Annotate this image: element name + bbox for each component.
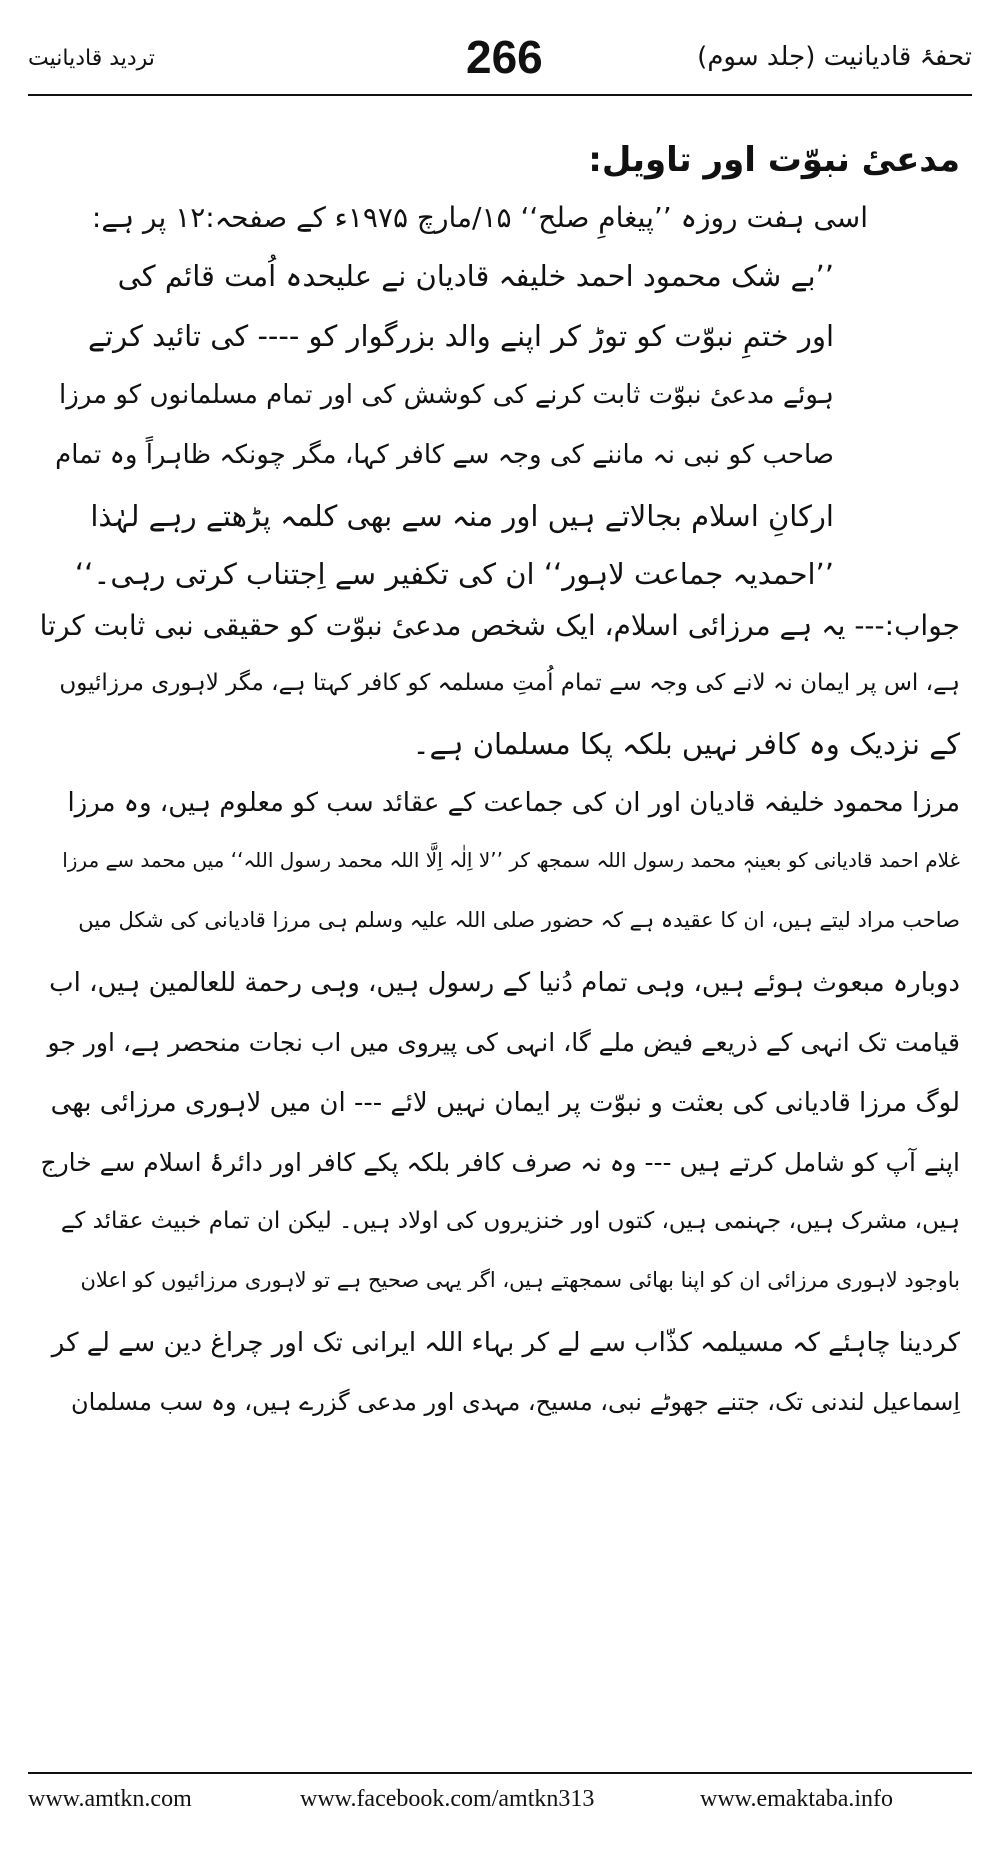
answer-line: ہے، اس پر ایمان نہ لانے کی وجہ سے تمام اُمتِ مسلمہ کو کافر کہتا ہے، مگر لاہوری مرزائیوں	[59, 670, 960, 696]
header-left-title: تردید قادیانیت	[28, 46, 155, 71]
paragraph-line: اپنے آپ کو شامل کرتے ہیں --- وہ نہ صرف کافر بلکہ پکے کافر اور دائرۂ اسلام سے خارج	[40, 1148, 960, 1177]
quote-line: ’’بے شک محمود احمد خلیفہ قادیان نے علیحدہ اُمت قائم کی	[117, 259, 834, 293]
page-header	[28, 28, 972, 88]
paragraph-line: اِسماعیل لندنی تک، جتنے جھوٹے نبی، مسیح، مہدی اور مدعی گزرے ہیں، وہ سب مسلمان	[70, 1388, 960, 1416]
paragraph-line: کردینا چاہئے کہ مسیلمہ کذّاب سے لے کر بہاء اللہ ایرانی تک اور چراغ دین سے لے کر	[51, 1328, 960, 1358]
quote-line: صاحب کو نبی نہ ماننے کی وجہ سے کافر کہا، مگر چونکہ ظاہراً وہ تمام	[55, 440, 834, 470]
header-rule	[28, 94, 972, 96]
footer-rule	[28, 1772, 972, 1774]
quote-line: اور ختمِ نبوّت کو توڑ کر اپنے والد بزرگوار کو ---- کی تائید کرتے	[88, 319, 834, 353]
section-heading: مدعیٔ نبوّت اور تاویل:	[588, 140, 960, 180]
footer-link-facebook[interactable]: www.facebook.com/amtkn313	[300, 1786, 595, 1812]
paragraph-line: صاحب مراد لیتے ہیں، ان کا عقیدہ ہے کہ حضور صلی اللہ علیہ وسلم ہی مرزا قادیانی کی شکل میں	[78, 908, 960, 932]
header-right-title: تحفۂ قادیانیت (جلد سوم)	[697, 42, 972, 72]
paragraph-line: مرزا محمود خلیفہ قادیان اور ان کی جماعت کے عقائد سب کو معلوم ہیں، وہ مرزا	[67, 788, 960, 818]
paragraph-line: لوگ مرزا قادیانی کی بعثت و نبوّت پر ایمان نہیں لائے --- ان میں لاہوری مرزائی بھی	[50, 1088, 960, 1118]
answer-line: کے نزدیک وہ کافر نہیں بلکہ پکا مسلمان ہے۔	[412, 727, 960, 761]
quote-line: ’’احمدیہ جماعت لاہور‘‘ ان کی تکفیر سے اِجتناب کرتی رہی۔‘‘	[74, 557, 834, 591]
intro-line: اسی ہفت روزہ ’’پیغامِ صلح‘‘ ۱۵/مارچ ۱۹۷۵ء کے صفحہ:۱۲ پر ہے:	[91, 201, 868, 234]
answer-line: جواب:--- یہ ہے مرزائی اسلام، ایک شخص مدعیٔ نبوّت کو حقیقی نبی ثابت کرتا	[39, 609, 960, 642]
quote-line: ارکانِ اسلام بجالاتے ہیں اور منہ سے بھی کلمہ پڑھتے رہے لہٰذا	[90, 499, 834, 533]
footer-link-amtkn[interactable]: www.amtkn.com	[28, 1786, 192, 1812]
quote-line: ہوئے مدعیٔ نبوّت ثابت کرنے کی کوشش کی اور تمام مسلمانوں کو مرزا	[59, 380, 834, 410]
paragraph-line: غلام احمد قادیانی کو بعینہٖ محمد رسول اللہ سمجھ کر ’’لا اِلٰہ اِلَّا اللہ محمد رسول اللہ‘‘ میں محمد سے مرزا	[62, 848, 960, 872]
paragraph-line: دوبارہ مبعوث ہوئے ہیں، وہی تمام دُنیا کے رسول ہیں، وہی رحمة للعالمین ہیں، اب	[49, 968, 960, 998]
paragraph-line: قیامت تک انہی کے ذریعے فیض ملے گا، انہی کی پیروی میں اب نجات منحصر ہے، اور جو	[47, 1028, 960, 1057]
paragraph-line: باوجود لاہوری مرزائی ان کو اپنا بھائی سمجھتے ہیں، اگر یہی صحیح ہے تو لاہوری مرزائیوں کو اعلان	[80, 1268, 960, 1292]
paragraph-line: ہیں، مشرک ہیں، جہنمی ہیں، کتوں اور خنزیروں کی اولاد ہیں۔ لیکن ان تمام خبیث عقائد کے	[60, 1208, 960, 1234]
page-number: 266	[466, 31, 543, 83]
footer-link-emaktaba[interactable]: www.emaktaba.info	[700, 1786, 894, 1812]
